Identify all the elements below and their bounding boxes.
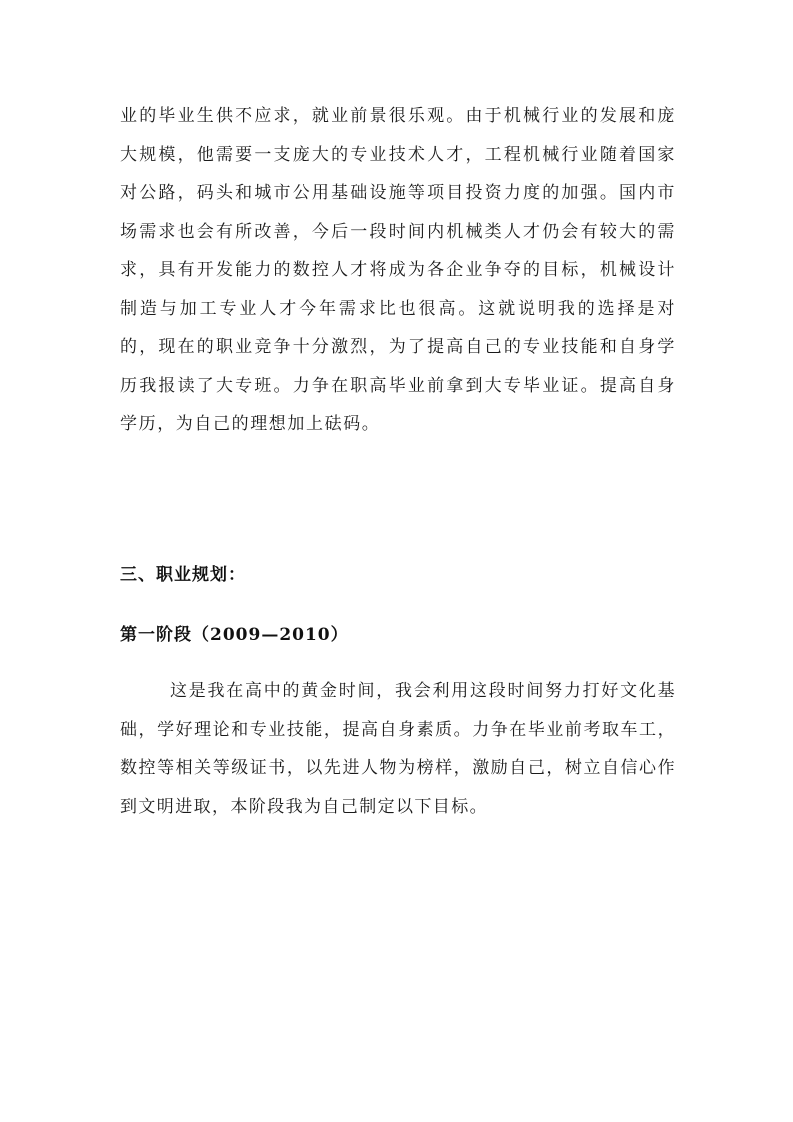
body-paragraph-first-stage-goals: 这是我在高中的黄金时间，我会利用这段时间努力打好文化基础，学好理论和专业技能，提高自身素质。力争在毕业前考取车工，数控等相关等级证书，以先进人物为榜样，激励自己，树立自信心作到文明进取，本阶段我为自己制定以下目标。 xyxy=(120,681,676,817)
stage-heading-first-stage: 第一阶段（2009—2010） xyxy=(120,625,349,645)
body-paragraph-employment-outlook: 业的毕业生供不应求，就业前景很乐观。由于机械行业的发展和庞大规模，他需要一支庞大的专业技术人才，工程机械行业随着国家对公路，码头和城市公用基础设施等项目投资力度的加强。国内市场需求也会有所改善，今后一段时间内机械类人才仍会有较大的需求，具有开发能力的数控人才将成为各企业争夺的目标，机械设计制造与加工专业人才今年需求比也很高。这就说明我的选择是对的，现在的职业竞争十分激烈，为了提高自己的专业技能和自身学历我报读了大专班。力争在职高毕业前拿到大专毕业证。提高自身学历，为自己的理想加上砝码。 xyxy=(120,106,676,434)
section-heading-career-planning: 三、职业规划： xyxy=(120,565,246,585)
